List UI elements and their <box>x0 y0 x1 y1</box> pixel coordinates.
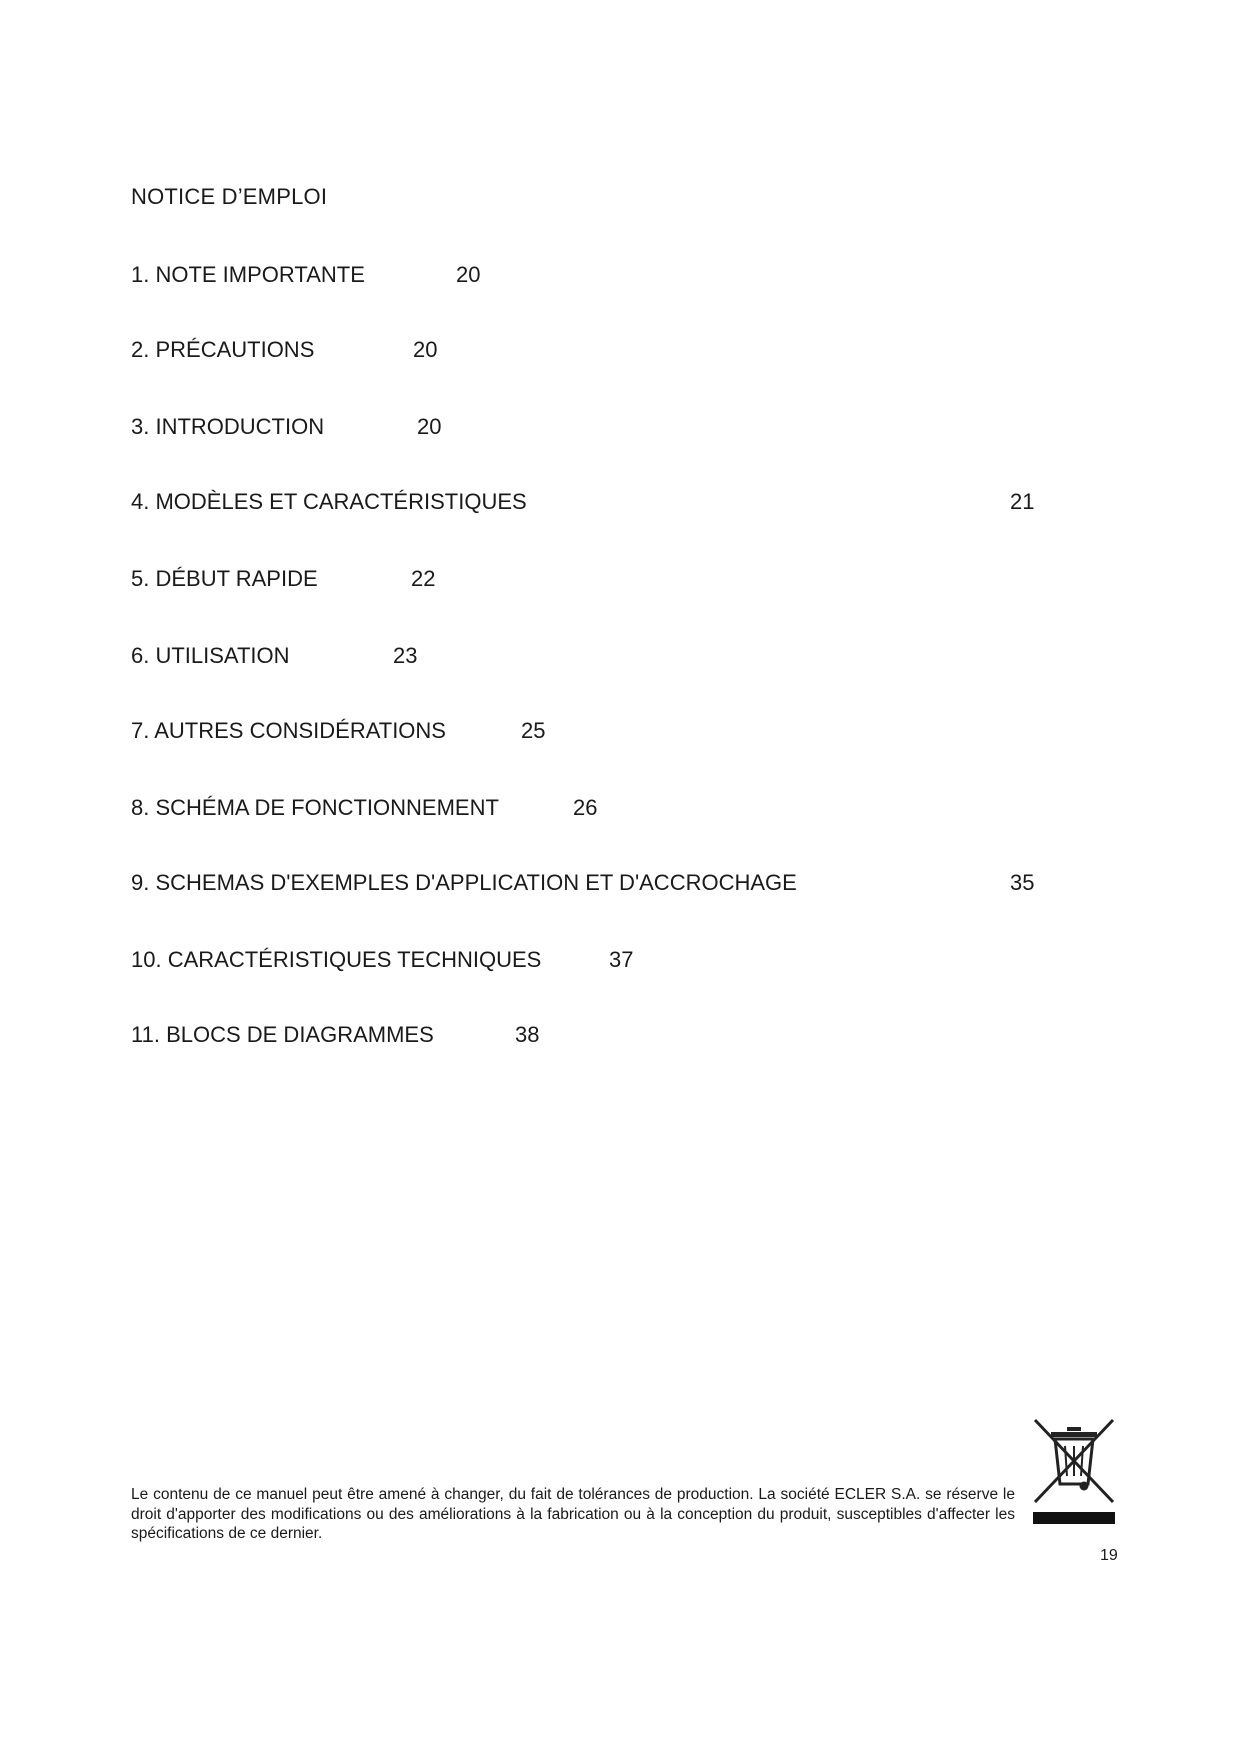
toc-entry-label: 4. MODÈLES ET CARACTÉRISTIQUES <box>131 489 527 514</box>
toc-entry <box>131 643 1081 673</box>
toc-entry-label: 10. CARACTÉRISTIQUES TECHNIQUES <box>131 947 542 972</box>
toc-entry-label: 1. NOTE IMPORTANTE <box>131 262 365 287</box>
toc-entry-label: 11. BLOCS DE DIAGRAMMES <box>131 1022 434 1047</box>
disclaimer-text <box>131 1485 1015 1544</box>
document-title: NOTICE D’EMPLOI <box>131 184 328 209</box>
toc-entry-page: 20 <box>456 262 481 287</box>
page-number: 19 <box>1100 1547 1118 1564</box>
disclaimer-paragraph: Le contenu de ce manuel peut être amené à changer, du fait de tolérances de production. La société ECLER S.A. se réserve le droit d'apporter des modifications ou des améliorations à la fabrication ou à la conception du produit, susceptibles d'affecter les spécifications de ce dernier. <box>131 1486 1015 1542</box>
toc-entry <box>131 947 1081 977</box>
toc-entry <box>131 718 1081 748</box>
toc-entry-page: 21 <box>1010 489 1035 514</box>
toc-entry-page: 23 <box>393 643 418 668</box>
toc-entry-page: 22 <box>411 566 436 591</box>
toc-entry <box>131 566 1081 596</box>
toc-entry <box>131 414 1081 444</box>
toc-entry-label: 7. AUTRES CONSIDÉRATIONS <box>131 718 446 743</box>
toc-entry-page: 20 <box>413 337 438 362</box>
toc-entry <box>131 262 1081 292</box>
toc-entry <box>131 870 1081 900</box>
crossed-out-wheelie-bin-icon <box>1031 1418 1117 1526</box>
toc-entry-page: 38 <box>515 1022 540 1047</box>
toc-entry-label: 8. SCHÉMA DE FONCTIONNEMENT <box>131 795 499 820</box>
toc-entry <box>131 1022 1081 1052</box>
toc-entry-page: 26 <box>573 795 598 820</box>
toc-entry <box>131 795 1081 825</box>
toc-entry-page: 37 <box>609 947 634 972</box>
toc-entry-page: 35 <box>1010 870 1035 895</box>
toc-entry-label: 6. UTILISATION <box>131 643 290 668</box>
toc-entry-label: 9. SCHEMAS D'EXEMPLES D'APPLICATION ET D'ACCROCHAGE <box>131 870 797 895</box>
toc-entry-page: 20 <box>417 414 442 439</box>
toc-entry-page: 25 <box>521 718 546 743</box>
toc-entry <box>131 489 1081 519</box>
toc-entry-label: 5. DÉBUT RAPIDE <box>131 566 318 591</box>
toc-entry-label: 3. INTRODUCTION <box>131 414 325 439</box>
toc-entry <box>131 337 1081 367</box>
toc-entry-label: 2. PRÉCAUTIONS <box>131 337 315 362</box>
